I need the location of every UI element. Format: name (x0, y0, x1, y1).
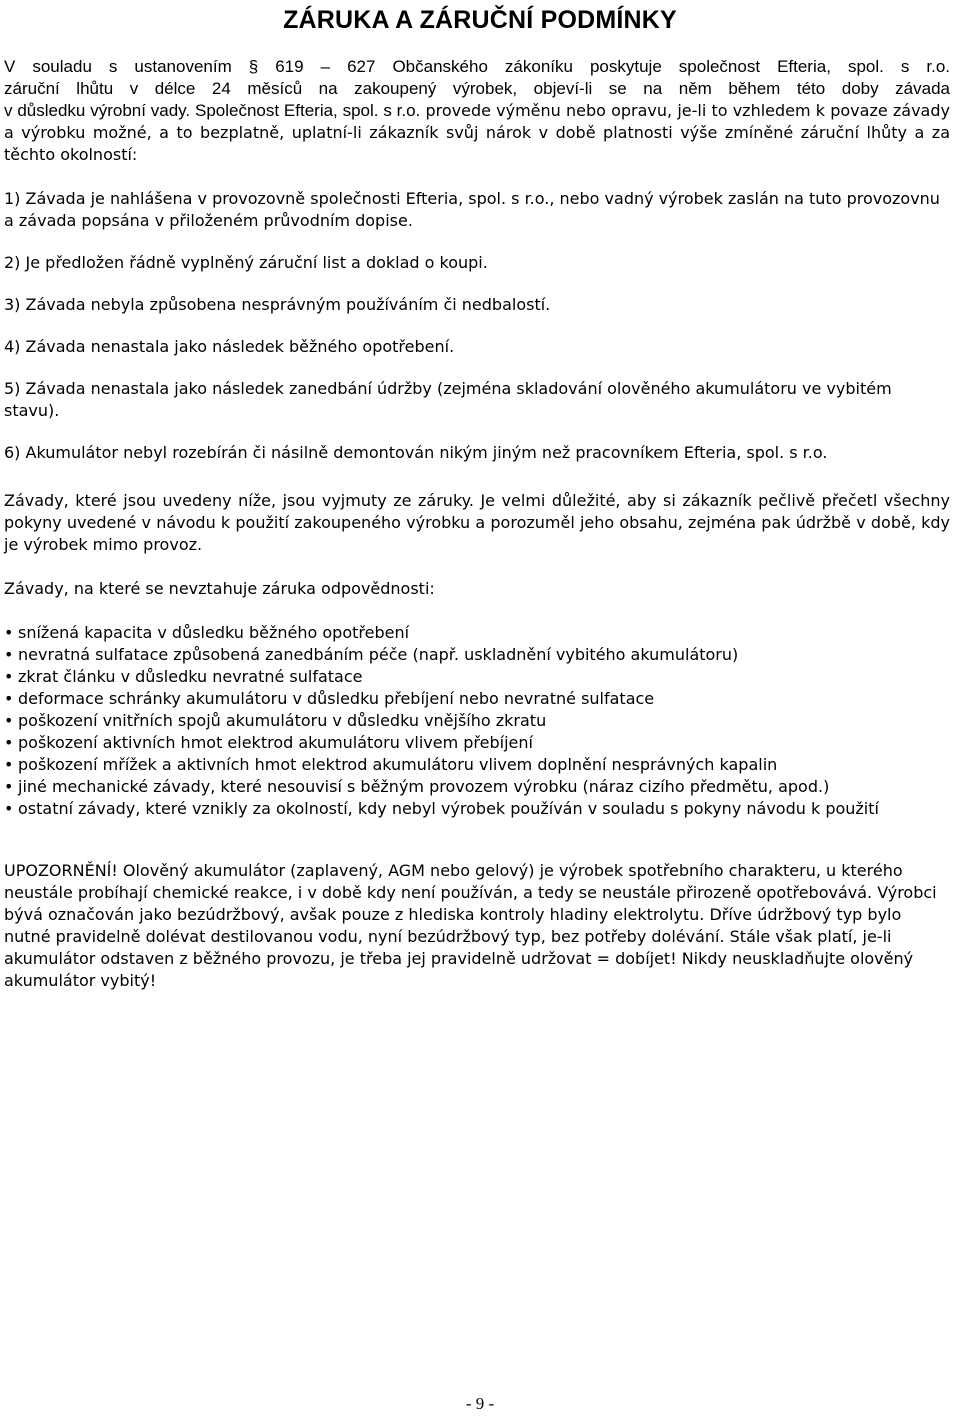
intro-line-3-start: v důsledku výrobní vady. Společnost Efteria, spol. s r.o. (4, 101, 421, 120)
condition-item: 6) Akumulátor nebyl rozebírán či násilně demontován nikým jiným než pracovníkem Efteria, spol. s r.o. (4, 443, 828, 462)
bullet-icon: • (4, 733, 14, 752)
intro-line-1: V souladu s ustanovením § 619 – 627 Občanského zákoníku poskytuje společnost Efteria, spol. s r.o. (4, 57, 950, 76)
list-item: • deformace schránky akumulátoru v důsledku přebíjení nebo nevratné sulfatace (4, 689, 655, 708)
bullet-icon: • (4, 755, 14, 774)
conditions-list (4, 188, 950, 484)
condition-item: 3) Závada nebyla způsobena nesprávným používáním či nedbalostí. (4, 295, 551, 314)
exclusions-heading: Závady, na které se nevztahuje záruka odpovědnosti: (4, 579, 435, 598)
bullet-icon: • (4, 645, 14, 664)
bullet-icon: • (4, 623, 14, 642)
list-item: • zkrat článku v důsledku nevratné sulfatace (4, 667, 363, 686)
intro-paragraph (4, 56, 950, 166)
list-item: • poškození aktivních hmot elektrod akumulátoru vlivem přebíjení (4, 733, 533, 752)
bullet-icon: • (4, 711, 14, 730)
bullet-icon: • (4, 799, 14, 818)
list-item: • nevratná sulfatace způsobená zanedbáním péče (např. uskladnění vybitého akumulátoru) (4, 645, 739, 664)
list-item: • snížená kapacita v důsledku běžného opotřebení (4, 623, 410, 642)
list-item: • jiné mechanické závady, které nesouvisí s běžným provozem výrobku (náraz cizího předmětu, apod.) (4, 777, 830, 796)
exclusions-list (4, 622, 950, 820)
condition-item: 1) Závada je nahlášena v provozovně společnosti Efteria, spol. s r.o., nebo vadný výrobek zaslán na tuto provozovnu a závada popsána v přiloženém průvodním dopise. (4, 189, 940, 230)
condition-item: 4) Závada nenastala jako následek běžného opotřebení. (4, 337, 455, 356)
intro-rest: provede výměnu nebo opravu, je-li to vzhledem k povaze závady a výrobku možné, a to bezplatně, uplatní-li zákazník svůj nárok v době platnosti výše zmíněné záruční lhůty a za těchto okolností: (4, 101, 950, 164)
page-number: - 9 - (465, 1394, 495, 1413)
bullet-icon: • (4, 667, 14, 686)
list-item: • poškození mřížek a aktivních hmot elektrod akumulátoru vlivem doplnění nesprávných kapalin (4, 755, 778, 774)
warning-paragraph: UPOZORNĚNÍ! Olověný akumulátor (zaplavený, AGM nebo gelový) je výrobek spotřebního charakteru, u kterého neustále probíhají chemické reakce, i v době kdy není používán, a tedy se neustále přirozeně opotřebovává. Výrobci bývá označován jako bezúdržbový, avšak pouze z hlediska kontroly hladiny elektrolytu. Dříve údržbový typ bylo nutné pravidelně dolévat destilovanou vodu, nyní bezúdržbový typ, bez potřeby dolévání. Stále však platí, je-li akumulátor odstaven z běžného provozu, je třeba jej pravidelně udržovat = dobíjet! Nikdy neuskladňujte olověný akumulátor vybitý! (4, 861, 937, 990)
condition-item: 5) Závada nenastala jako následek zanedbání údržby (zejména skladování olověného akumulátoru ve vybitém stavu). (4, 379, 892, 420)
bullet-icon: • (4, 777, 14, 796)
list-item: • poškození vnitřních spojů akumulátoru v důsledku vnějšího zkratu (4, 711, 547, 730)
page-title: ZÁRUKA A ZÁRUČNÍ PODMÍNKY (283, 6, 677, 34)
exclusions-note: Závady, které jsou uvedeny níže, jsou vyjmuty ze záruky. Je velmi důležité, aby si zákazník pečlivě přečetl všechny pokyny uvedené v návodu k použití zakoupeného výrobku a porozuměl jeho obsahu, zejména pak údržbě v době, kdy je výrobek mimo provoz. (4, 491, 950, 554)
intro-line-2: záruční lhůtu v délce 24 měsíců na zakoupený výrobek, objeví-li se na něm během této doby závada (4, 79, 950, 98)
condition-item: 2) Je předložen řádně vyplněný záruční list a doklad o koupi. (4, 253, 488, 272)
bullet-icon: • (4, 689, 14, 708)
list-item: • ostatní závady, které vznikly za okolností, kdy nebyl výrobek používán v souladu s pokyny návodu k použití (4, 799, 879, 818)
